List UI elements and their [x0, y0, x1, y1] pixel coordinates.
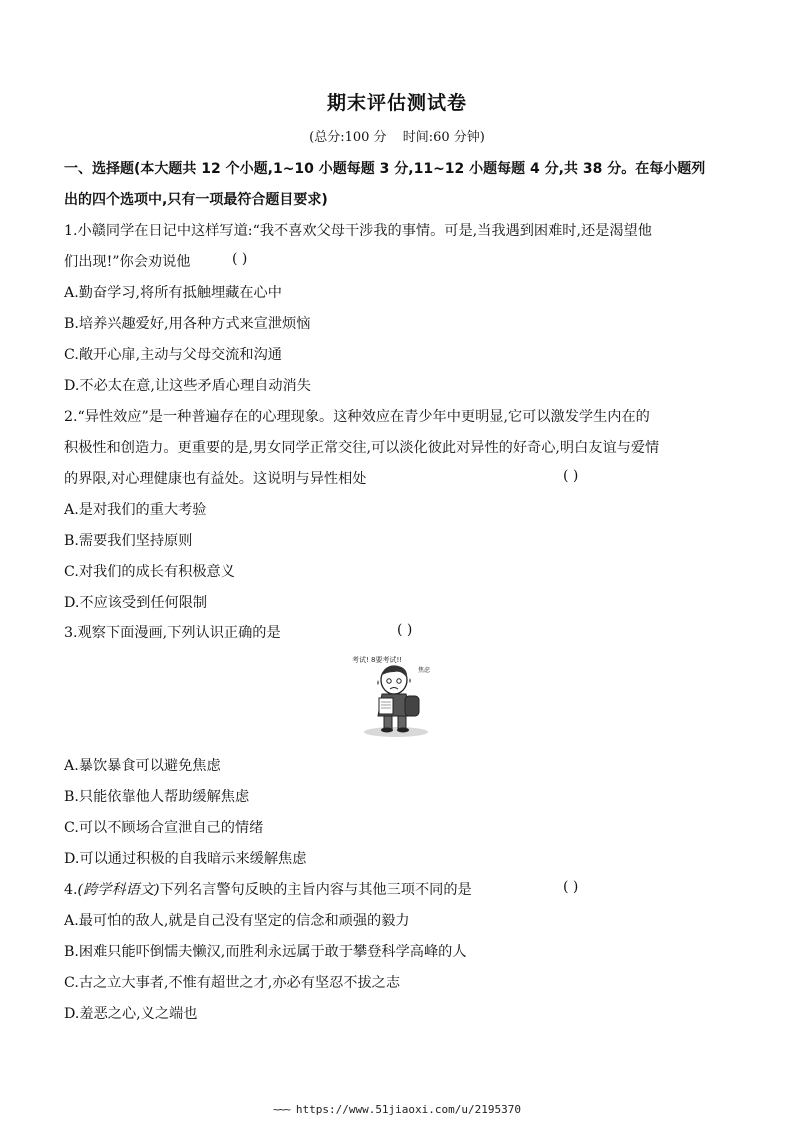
q2-option-c: C.对我们的成长有积极意义 — [64, 564, 235, 580]
cartoon-speech-text: 考试! 8要考试!! — [352, 656, 403, 664]
q1-option-b: B.培养兴趣爱好,用各种方式来宣泄烦恼 — [64, 316, 311, 332]
q3-option-a: A.暴饮暴食可以避免焦虑 — [64, 758, 221, 774]
q1-option-c: C.敞开心扉,主动与父母交流和沟通 — [64, 347, 282, 363]
q2-option-b: B.需要我们坚持原则 — [64, 533, 193, 549]
q1-option-d: D.不必太在意,让这些矛盾心理自动消失 — [64, 378, 311, 394]
q2-answer-blank: ( ) — [563, 468, 579, 484]
q3-option-c: C.可以不顾场合宣泄自己的情绪 — [64, 820, 264, 836]
q3-stem: 3.观察下面漫画,下列认识正确的是 — [64, 625, 281, 641]
time-limit: 时间:60 分钟) — [402, 130, 485, 145]
q2-option-a: A.是对我们的重大考验 — [64, 502, 207, 518]
q1-answer-blank: ( ) — [232, 251, 248, 267]
q1-option-a: A.勤奋学习,将所有抵触埋藏在心中 — [64, 285, 282, 301]
q3-answer-blank: ( ) — [397, 622, 413, 638]
q4-option-c: C.古之立大事者,不惟有超世之才,亦必有坚忍不拔之志 — [64, 975, 401, 991]
anxious-student-cartoon — [350, 650, 440, 738]
footer-logo-mark: ~~~ — [272, 1103, 290, 1116]
q4-option-d: D.羞恶之心,义之端也 — [64, 1006, 198, 1022]
q2-stem-line-1: 2.“异性效应”是一种普遍存在的心理现象。这种效应在青少年中更明显,它可以激发学生内在的 — [64, 409, 650, 425]
q2-stem-line-2: 积极性和创造力。更重要的是,男女同学正常交往,可以淡化彼此对异性的好奇心,明白友谊与爱情 — [64, 440, 660, 456]
section-heading-line-2: 出的四个选项中,只有一项最符合题目要求) — [64, 192, 328, 208]
total-score: (总分:100 分 — [309, 130, 387, 145]
q2-stem-line-3: 的界限,对心理健康也有益处。这说明与异性相处 — [64, 471, 367, 487]
q1-stem-line-2: 们出现!”你会劝说他 — [64, 254, 191, 270]
footer-watermark — [0, 1103, 794, 1116]
q4-stem-text: 下列名言警句反映的主旨内容与其他三项不同的是 — [159, 882, 472, 898]
q2-option-d: D.不应该受到任何限制 — [64, 595, 208, 611]
q4-answer-blank: ( ) — [563, 879, 579, 895]
footer-url[interactable]: https://www.51jiaoxi.com/u/2195370 — [295, 1103, 522, 1116]
q4-option-b: B.困难只能吓倒懦夫懒汉,而胜利永远属于敢于攀登科学高峰的人 — [64, 944, 467, 960]
q1-stem-line-1: 1.小赣同学在日记中这样写道:“我不喜欢父母干涉我的事情。可是,当我遇到困难时,还是渴望他 — [64, 223, 652, 239]
q4-stem — [64, 879, 472, 899]
q3-option-b: B.只能依靠他人帮助缓解焦虑 — [64, 789, 250, 805]
cartoon-label-text: 焦虑 — [418, 667, 431, 674]
q4-option-a: A.最可怕的敌人,就是自己没有坚定的信念和顽强的毅力 — [64, 913, 410, 929]
page-title: 期末评估测试卷 — [326, 92, 467, 114]
q4-number: 4. — [64, 882, 78, 898]
q4-cross-subject-tag: (跨学科语文) — [77, 882, 160, 898]
exam-info — [0, 126, 794, 145]
q3-option-d: D.可以通过积极的自我暗示来缓解焦虑 — [64, 851, 307, 867]
section-heading-line-1: 一、选择题(本大题共 12 个小题,1~10 小题每题 3 分,11~12 小题每题 4 分,共 38 分。在每小题列 — [64, 161, 706, 177]
